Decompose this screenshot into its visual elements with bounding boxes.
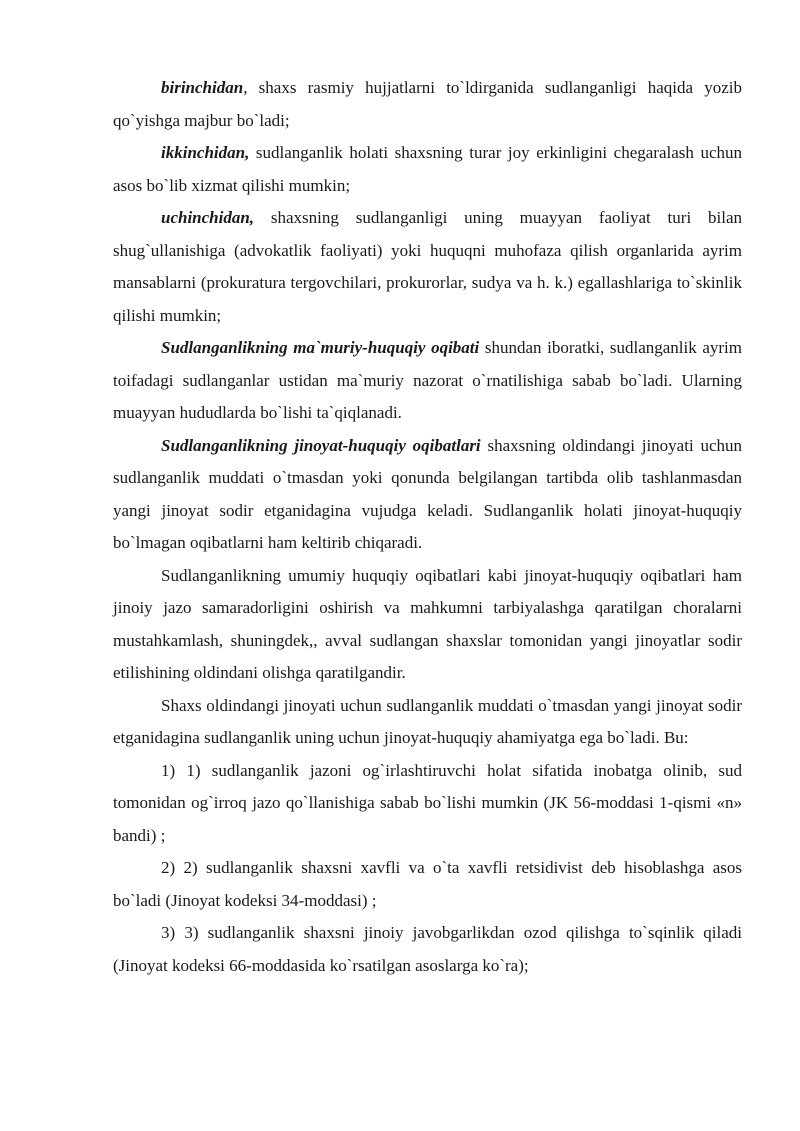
paragraph-6 [113, 560, 742, 690]
paragraph-text: , shaxs rasmiy hujjatlarni to`ldirganida sudlanganligi haqida yozib qo`yishga majbur bo`ladi; [113, 78, 742, 130]
paragraph-5 [113, 430, 742, 560]
document-page [113, 72, 742, 982]
paragraph-lead: Sudlanganlikning ma`muriy-huquqiy oqibati [161, 338, 480, 357]
paragraph-2 [113, 137, 742, 202]
list-item-text: 2) 2) sudlanganlik shaxsni xavfli va o`ta xavfli retsidivist deb hisoblashga asos bo`ladi (Jinoyat kodeksi 34-moddasi) ; [113, 858, 742, 910]
paragraph-3 [113, 202, 742, 332]
paragraph-lead: uchinchidan, [161, 208, 255, 227]
paragraph-lead: ikkinchidan, [161, 143, 250, 162]
paragraph-text: shaxsning sudlanganligi uning muayyan faoliyat turi bilan shug`ullanishiga (advokatlik faoliyati) yoki huquqni muhofaza qilish organlarida ayrim mansablarni (prokuratura tergovchilari, prokurorlar, sudya va h. k.) egallashlariga to`skinlik qilishi mumkin; [113, 208, 742, 325]
paragraph-text: sudlanganlik holati shaxsning turar joy erkinligini chegaralash uchun asos bo`lib xizmat qilishi mumkin; [113, 143, 742, 195]
paragraph-text: Sudlanganlikning umumiy huquqiy oqibatlari kabi jinoyat-huquqiy oqibatlari ham jinoiy jazo samaradorligini oshirish va mahkumni tarbiyalashga qaratilgan choralarni mustahkamlash, shuningdek,, avval sudlangan shaxslar tomonidan yangi jinoyatlar sodir etilishining oldindani olishga qaratilgandir. [113, 565, 742, 682]
paragraph-text: shaxsning oldindangi jinoyati uchun sudlanganlik muddati o`tmasdan yoki qonunda belgilangan tartibda olib tashlanmasdan yangi jinoyat sodir etganidagina vujudga keladi. Sudlanganlik holati jinoyat-huquqiy bo`lmagan oqibatlarni ham keltirib chiqaradi. [113, 435, 743, 552]
paragraph-text: Shaxs oldindangi jinoyati uchun sudlanganlik muddati o`tmasdan yangi jinoyat sodir etganidagina sudlanganlik uning uchun jinoyat-huquqiy ahamiyatga ega bo`ladi. Bu: [113, 695, 742, 747]
paragraph-lead: birinchidan [161, 78, 244, 97]
paragraph-lead: Sudlanganlikning jinoyat-huquqiy oqibatlari [161, 435, 481, 455]
paragraph-7 [113, 690, 742, 755]
list-item-2 [113, 852, 742, 917]
list-item-1 [113, 755, 742, 853]
paragraph-1 [113, 72, 742, 137]
paragraph-4 [113, 332, 742, 430]
paragraph-text: shundan iboratki, sudlanganlik ayrim toifadagi sudlanganlar ustidan ma`muriy nazorat o`rnatilishiga sabab bo`ladi. Ularning muayyan hududlarda bo`lishi ta`qiqlanadi. [113, 338, 742, 422]
list-item-3 [113, 917, 742, 982]
list-item-text: 3) 3) sudlanganlik shaxsni jinoiy javobgarlikdan ozod qilishga to`sqinlik qiladi (Jinoyat kodeksi 66-moddasida ko`rsatilgan asoslarga ko`ra); [113, 923, 742, 975]
list-item-text: 1) 1) sudlanganlik jazoni og`irlashtiruvchi holat sifatida inobatga olinib, sud tomonidan og`irroq jazo qo`llanishiga sabab bo`lishi mumkin (JK 56-moddasi 1-qismi «n» bandi) ; [113, 760, 742, 845]
